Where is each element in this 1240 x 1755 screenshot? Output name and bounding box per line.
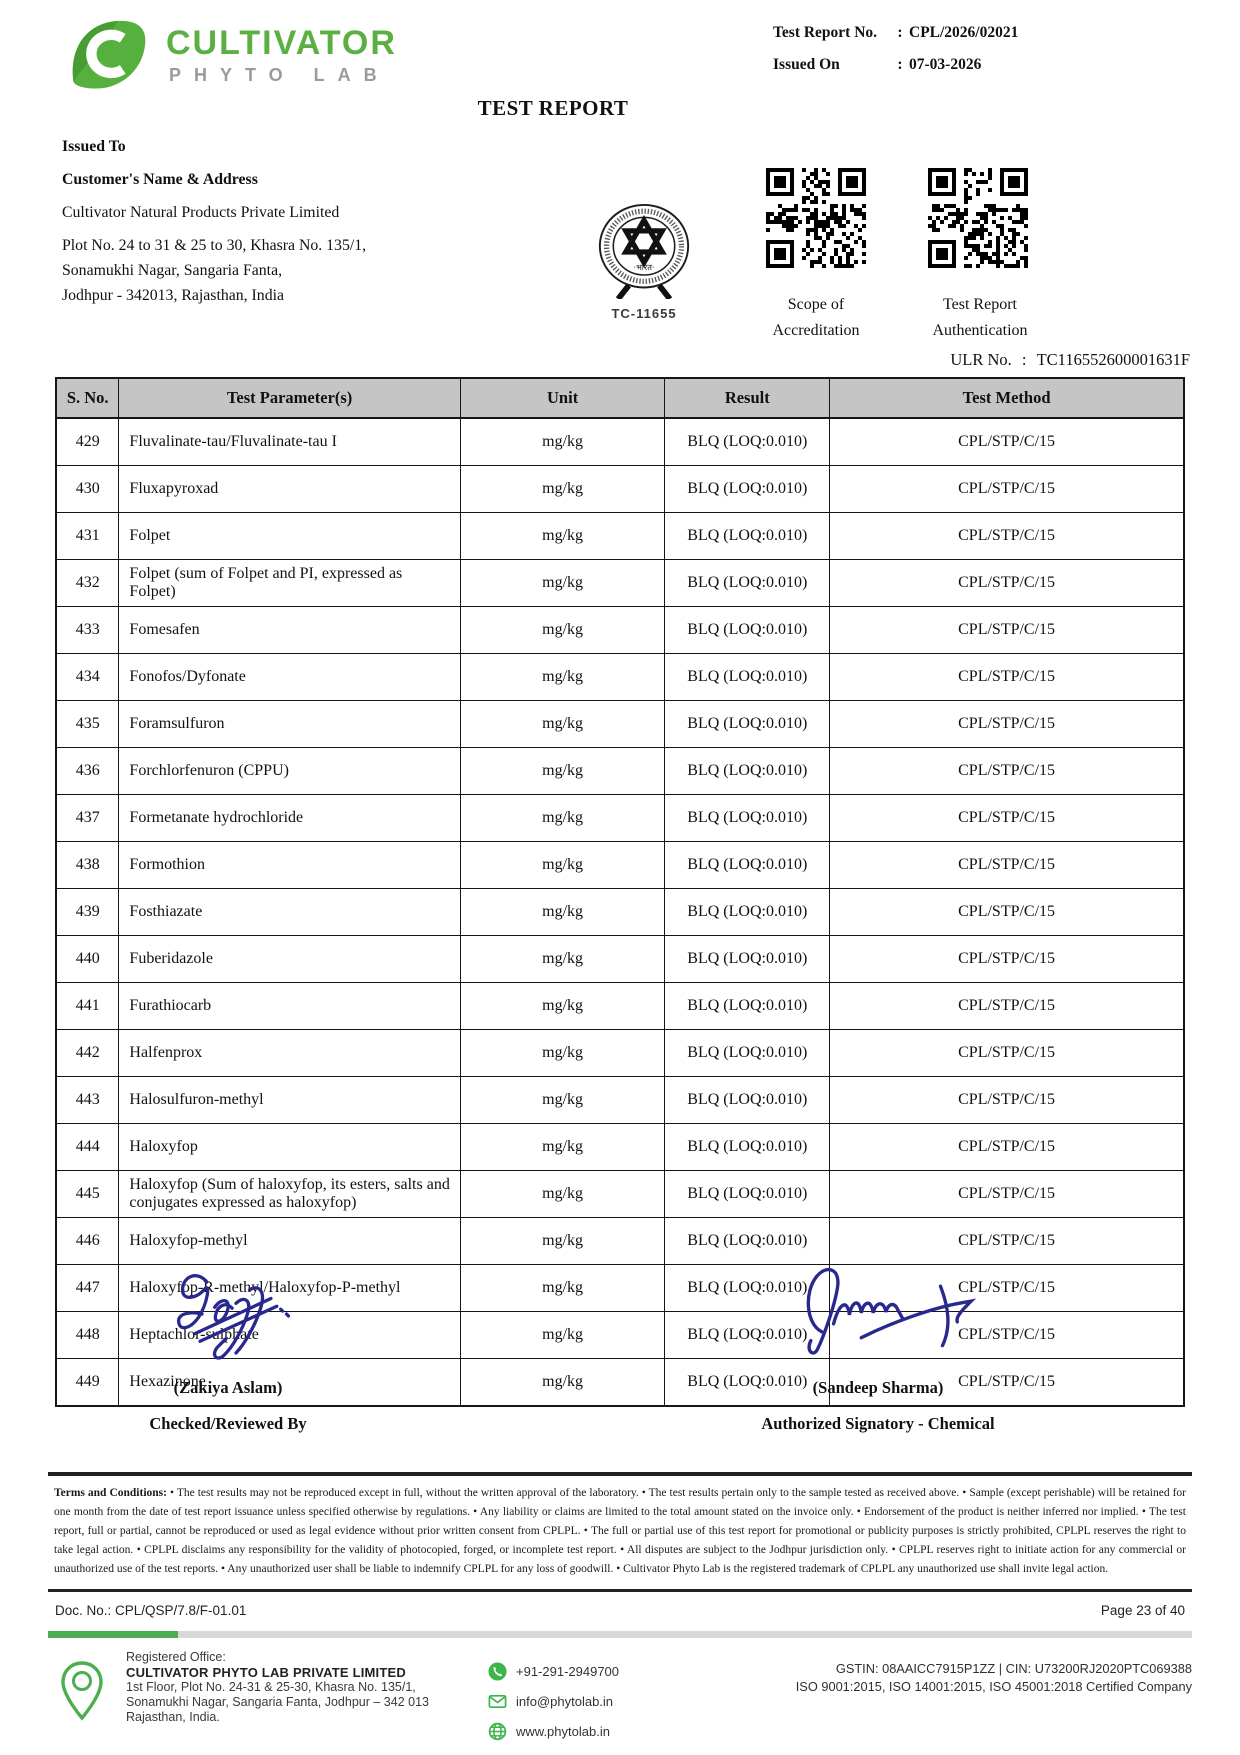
footer-website: www.phytolab.in [516,1724,610,1739]
cell-unit: mg/kg [460,1124,665,1171]
cell-method: CPL/STP/C/15 [830,1218,1184,1265]
cell-method: CPL/STP/C/15 [830,701,1184,748]
customer-name: Cultivator Natural Products Private Limited [62,204,340,221]
cell-method: CPL/STP/C/15 [830,654,1184,701]
qr-test-report-authentication [926,168,1030,268]
footer-address-line-2: Sonamukhi Nagar, Sangaria Fanta, Jodhpur – 342 013 [126,1695,429,1709]
table-row [56,513,1184,560]
cell-unit: mg/kg [460,842,665,889]
cell-sno: 429 [56,418,119,466]
cell-parameter: Formetanate hydrochloride [119,795,460,842]
table-row [56,936,1184,983]
customer-label: Customer's Name & Address [62,171,258,188]
cell-result: BLQ (LOQ:0.010) [665,418,830,466]
brand-subtitle: PHYTO LAB [169,65,390,85]
cell-sno: 449 [56,1359,119,1407]
cell-result: BLQ (LOQ:0.010) [665,1265,830,1312]
cell-result: BLQ (LOQ:0.010) [665,889,830,936]
cell-sno: 433 [56,607,119,654]
phone-icon [488,1662,507,1681]
cell-method: CPL/STP/C/15 [830,1171,1184,1218]
table-row [56,1124,1184,1171]
customer-address-line-1: Plot No. 24 to 31 & 25 to 30, Khasra No. 135/1, [62,237,367,254]
cell-parameter: Hexazinone [119,1359,460,1407]
issued-to-block [62,134,366,308]
cell-sno: 442 [56,1030,119,1077]
table-row [56,418,1184,466]
authorized-name: (Sandeep Sharma) [812,1378,944,1397]
doc-number: Doc. No.: CPL/QSP/7.8/F-01.01 [55,1603,247,1618]
ulr-value: TC116552600001631F [1036,350,1190,369]
cell-parameter: Furathiocarb [119,983,460,1030]
cell-result: BLQ (LOQ:0.010) [665,1171,830,1218]
footer-email: info@phytolab.in [516,1694,614,1709]
cell-unit: mg/kg [460,418,665,466]
cell-parameter: Forchlorfenuron (CPPU) [119,748,460,795]
cell-unit: mg/kg [460,1265,665,1312]
cell-parameter: Halosulfuron-methyl [119,1077,460,1124]
issued-on-value: 07-03-2026 [909,56,982,73]
cell-unit: mg/kg [460,701,665,748]
cell-sno: 444 [56,1124,119,1171]
cell-method: CPL/STP/C/15 [830,1359,1184,1407]
authorized-role: Authorized Signatory - Chemical [761,1414,995,1433]
lab-logo [62,14,397,97]
cell-method: CPL/STP/C/15 [830,842,1184,889]
location-pin-icon [58,1658,106,1729]
footer-phone-row [488,1662,619,1681]
emblem-caption: ·भारत· [633,263,655,273]
cell-method: CPL/STP/C/15 [830,795,1184,842]
cell-sno: 440 [56,936,119,983]
issued-on-row [773,56,1018,74]
footer-legal-block [672,1660,1192,1696]
cell-unit: mg/kg [460,1077,665,1124]
table-row [56,701,1184,748]
cell-unit: mg/kg [460,1359,665,1407]
report-meta [773,24,1018,88]
qr-auth-label: Test Report Authentication [932,296,1028,339]
table-row [56,795,1184,842]
table-row [56,842,1184,889]
col-header-result: Result [665,378,830,418]
cell-parameter: Haloxyfop-R-methyl/Haloxyfop-P-methyl [119,1265,460,1312]
table-row [56,1218,1184,1265]
footer-contact-block [488,1662,619,1752]
cell-result: BLQ (LOQ:0.010) [665,513,830,560]
footer-gstin-cin: GSTIN: 08AAICC7915P1ZZ | CIN: U73200RJ2020PTC069388 [835,1661,1192,1676]
checked-by-role: Checked/Reviewed By [149,1414,307,1433]
signature-authorized [792,1252,990,1367]
globe-icon [488,1722,507,1741]
table-row [56,1077,1184,1124]
table-row [56,983,1184,1030]
cell-sno: 439 [56,889,119,936]
cell-unit: mg/kg [460,889,665,936]
cell-unit: mg/kg [460,795,665,842]
cell-parameter: Haloxyfop (Sum of haloxyfop, its esters, salts and conjugates expressed as haloxyfop) [119,1171,460,1218]
cell-unit: mg/kg [460,748,665,795]
footer-email-row [488,1692,619,1711]
cell-result: BLQ (LOQ:0.010) [665,983,830,1030]
registered-office-label: Registered Office: [126,1650,226,1664]
doc-footer-line [55,1603,1185,1618]
cell-sno: 447 [56,1265,119,1312]
cell-result: BLQ (LOQ:0.010) [665,654,830,701]
cell-result: BLQ (LOQ:0.010) [665,842,830,889]
col-header-parameter: Test Parameter(s) [119,378,460,418]
cell-method: CPL/STP/C/15 [830,418,1184,466]
table-row [56,889,1184,936]
cell-result: BLQ (LOQ:0.010) [665,795,830,842]
report-no-colon: : [897,24,903,41]
cell-result: BLQ (LOQ:0.010) [665,748,830,795]
customer-address-line-3: Jodhpur - 342013, Rajasthan, India [62,287,284,304]
footer-iso: ISO 9001:2015, ISO 14001:2015, ISO 45001:2018 Certified Company [795,1679,1192,1694]
cell-result: BLQ (LOQ:0.010) [665,1077,830,1124]
footer-phone: +91-291-2949700 [516,1664,620,1679]
cell-sno: 431 [56,513,119,560]
cell-parameter: Folpet [119,513,460,560]
terms-label: Terms and Conditions: [54,1487,167,1499]
nabl-accreditation-stamp [583,203,705,321]
table-row [56,560,1184,607]
cell-unit: mg/kg [460,654,665,701]
customer-address-line-2: Sonamukhi Nagar, Sangaria Fanta, [62,262,283,279]
cell-unit: mg/kg [460,607,665,654]
cell-method: CPL/STP/C/15 [830,513,1184,560]
cell-sno: 432 [56,560,119,607]
report-no-row [773,24,1018,42]
cell-sno: 430 [56,466,119,513]
footer-address-line-3: Rajasthan, India. [126,1710,220,1724]
cell-result: BLQ (LOQ:0.010) [665,936,830,983]
issued-to-label: Issued To [62,138,126,155]
cell-parameter: Halfenprox [119,1030,460,1077]
footer-divider-bar [48,1631,1192,1638]
cell-parameter: Fosthiazate [119,889,460,936]
cell-sno: 441 [56,983,119,1030]
cell-unit: mg/kg [460,1171,665,1218]
cell-parameter: Fluvalinate-tau/Fluvalinate-tau I [119,418,460,466]
cell-parameter: Haloxyfop-methyl [119,1218,460,1265]
cell-result: BLQ (LOQ:0.010) [665,1218,830,1265]
table-row [56,1030,1184,1077]
cell-method: CPL/STP/C/15 [830,1124,1184,1171]
table-row [56,748,1184,795]
col-header-method: Test Method [830,378,1184,418]
table-row [56,654,1184,701]
issued-on-colon: : [897,56,903,73]
footer-company-name: CULTIVATOR PHYTO LAB PRIVATE LIMITED [126,1665,406,1680]
checked-by-name: (Zakiya Aslam) [173,1378,283,1397]
terms-and-conditions [48,1472,1192,1592]
qr-scope-of-accreditation [766,168,866,268]
issued-on-label: Issued On [773,56,840,73]
cell-method: CPL/STP/C/15 [830,1030,1184,1077]
cell-sno: 434 [56,654,119,701]
table-header [56,378,1184,418]
cell-result: BLQ (LOQ:0.010) [665,1312,830,1359]
cell-method: CPL/STP/C/15 [830,1077,1184,1124]
footer-divider-green-segment [48,1631,178,1638]
cell-parameter: Fomesafen [119,607,460,654]
test-results-table [55,377,1185,1407]
cell-unit: mg/kg [460,513,665,560]
cell-sno: 445 [56,1171,119,1218]
cell-unit: mg/kg [460,1218,665,1265]
cell-unit: mg/kg [460,560,665,607]
report-no-value: CPL/2026/02021 [909,24,1019,41]
cell-method: CPL/STP/C/15 [830,466,1184,513]
ulr-label: ULR No. [950,350,1012,369]
cell-method: CPL/STP/C/15 [830,560,1184,607]
cell-parameter: Folpet (sum of Folpet and PI, expressed as Folpet) [119,560,460,607]
cell-parameter: Heptachlor-sulphate [119,1312,460,1359]
cell-result: BLQ (LOQ:0.010) [665,1359,830,1407]
footer-website-row [488,1722,619,1741]
cell-sno: 443 [56,1077,119,1124]
table-row [56,466,1184,513]
cell-method: CPL/STP/C/15 [830,1265,1184,1312]
cell-parameter: Fuberidazole [119,936,460,983]
ulr-colon: : [1021,350,1027,369]
cell-method: CPL/STP/C/15 [830,748,1184,795]
cell-result: BLQ (LOQ:0.010) [665,466,830,513]
cell-method: CPL/STP/C/15 [830,1312,1184,1359]
cell-parameter: Formothion [119,842,460,889]
cell-sno: 435 [56,701,119,748]
cell-sno: 438 [56,842,119,889]
cell-unit: mg/kg [460,983,665,1030]
cell-unit: mg/kg [460,936,665,983]
cell-unit: mg/kg [460,1312,665,1359]
brand-text [166,14,397,86]
registered-office-block [126,1650,429,1725]
cell-parameter: Fonofos/Dyfonate [119,654,460,701]
cell-parameter: Haloxyfop [119,1124,460,1171]
qr-scope-label: Scope of Accreditation [772,296,860,339]
cell-result: BLQ (LOQ:0.010) [665,560,830,607]
cell-result: BLQ (LOQ:0.010) [665,701,830,748]
cell-sno: 436 [56,748,119,795]
cell-result: BLQ (LOQ:0.010) [665,1124,830,1171]
cell-parameter: Fluxapyroxad [119,466,460,513]
cell-sno: 448 [56,1312,119,1359]
signature-checked-by [168,1262,304,1375]
envelope-icon [488,1692,507,1711]
col-header-sno: S. No. [56,378,119,418]
table-row [56,1171,1184,1218]
brand-name: CULTIVATOR [166,24,397,62]
table-row [56,607,1184,654]
cell-result: BLQ (LOQ:0.010) [665,1030,830,1077]
cell-method: CPL/STP/C/15 [830,983,1184,1030]
cell-result: BLQ (LOQ:0.010) [665,607,830,654]
page-number: Page 23 of 40 [1100,1603,1185,1618]
cell-unit: mg/kg [460,1030,665,1077]
cell-sno: 437 [56,795,119,842]
cell-method: CPL/STP/C/15 [830,936,1184,983]
col-header-unit: Unit [460,378,665,418]
nabl-emblem-icon [585,263,703,303]
cell-parameter: Foramsulfuron [119,701,460,748]
page-title: TEST REPORT [477,96,629,120]
ulr-number [944,350,1190,370]
cell-method: CPL/STP/C/15 [830,889,1184,936]
cell-sno: 446 [56,1218,119,1265]
nabl-tc-number: TC-11655 [611,306,677,321]
report-no-label: Test Report No. [773,24,878,41]
footer-address-line-1: 1st Floor, Plot No. 24-31 & 25-30, Khasra No. 135/1, [126,1680,416,1694]
cell-unit: mg/kg [460,466,665,513]
terms-body: • The test results may not be reproduced except in full, without the written approval of the laboratory. • The test results pertain only to the sample tested as received above. • Sample (except perishable) will be retained for one month from the date of test report issuance unless specified otherwise by regulations. • Any liability or claims are limited to the total amount stated on the invoice only. • Endorsement of the product is neither inferred nor implied. • The test report, full or partial, cannot be reproduced or used as legal evidence without prior written consent from CPLPL. • The full or partial use of this test report for promotional or publicity purposes is strictly prohibited, CPLPL reserves the right to take legal action. • CPLPL disclaims any responsibility for the validity of photocopied, forged, or incomplete test report. • All disputes are subject to the Jodhpur jurisdiction only. • CPLPL reserves right to initiate action for any commercial or unauthorized use of the test reports. • Any unauthorized user shall be liable to indemnify CPLPL for any loss of goodwill. • Cultivator Phyto Lab is the registered trademark of CPLPL any unauthorized use shall invite legal action. [54,1487,1187,1575]
cell-method: CPL/STP/C/15 [830,607,1184,654]
leaf-logo-icon [62,14,154,97]
